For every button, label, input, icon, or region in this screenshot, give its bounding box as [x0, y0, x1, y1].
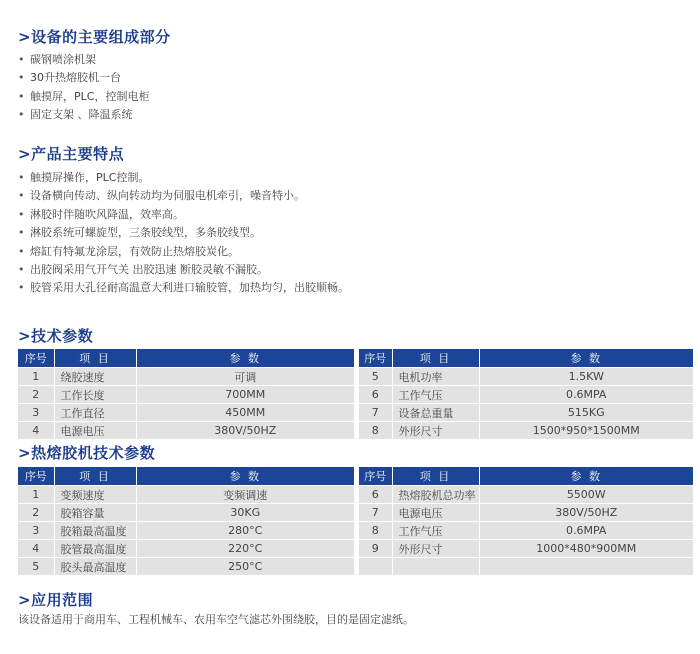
- cell-item: 外形尺寸: [392, 422, 479, 440]
- cell-param: 变频调速: [136, 486, 354, 504]
- list-item: [18, 243, 349, 261]
- cell-param: 220°C: [136, 540, 354, 558]
- hotmelt-table-right: [359, 467, 693, 575]
- cell-item: 电源电压: [392, 504, 479, 522]
- cell-param: 1500*950*1500MM: [479, 422, 693, 440]
- table-row: [359, 368, 693, 386]
- cell-seq: 8: [359, 422, 392, 440]
- cell-seq: 7: [359, 404, 392, 422]
- cell-item: 电机功率: [392, 368, 479, 386]
- cell-seq: 1: [18, 368, 54, 386]
- table-row: [359, 558, 693, 576]
- list-item-text: 碳钢喷涂机架: [30, 53, 96, 66]
- cell-param: 30KG: [136, 504, 354, 522]
- list-item-text: 设备横向传动、纵向转动均为伺服电机牵引，噪音特小。: [30, 189, 305, 203]
- header-param: 参 数: [136, 467, 354, 486]
- cell-seq: 1: [18, 486, 54, 504]
- cell-item: 胶箱最高温度: [54, 522, 136, 540]
- list-item-text: 30升热熔胶机一台: [30, 71, 121, 85]
- table-row: [18, 404, 354, 422]
- tech-heading: >技术参数: [18, 327, 94, 345]
- list-item: [18, 224, 349, 242]
- bullet-icon: •: [18, 281, 25, 295]
- header-item: 项 目: [54, 349, 136, 368]
- cell-seq: 4: [18, 540, 54, 558]
- cell-param: 0.6MPA: [479, 522, 693, 540]
- bullet-icon: •: [18, 53, 25, 66]
- hotmelt-table-left: [18, 467, 354, 575]
- cell-param: 380V/50HZ: [136, 422, 354, 440]
- table-row: [18, 522, 354, 540]
- cell-item: 胶箱容量: [54, 504, 136, 522]
- bullet-icon: •: [18, 71, 25, 85]
- list-item: [18, 169, 349, 187]
- list-item-text: 胶管采用大孔径耐高温意大利进口输胶管，加热均匀，出胶顺畅。: [30, 281, 349, 295]
- cell-seq: 3: [18, 522, 54, 540]
- table-row: [18, 486, 354, 504]
- bullet-icon: •: [18, 262, 25, 276]
- cell-item: 工作长度: [54, 386, 136, 404]
- header-param: 参 数: [136, 349, 354, 368]
- table-row: [359, 404, 693, 422]
- cell-param: 0.6MPA: [479, 386, 693, 404]
- table-row: [18, 558, 354, 576]
- table-row: [18, 504, 354, 522]
- header-seq: 序号: [359, 349, 392, 368]
- list-item: [18, 187, 349, 205]
- table-row: [359, 540, 693, 558]
- cell-item: 设备总重量: [392, 404, 479, 422]
- cell-seq: 6: [359, 486, 392, 504]
- cell-param: 280°C: [136, 522, 354, 540]
- cell-item: 胶管最高温度: [54, 540, 136, 558]
- cell-seq: 9: [359, 540, 392, 558]
- tech-table-left: [18, 349, 354, 439]
- cell-seq: 2: [18, 504, 54, 522]
- table-row: [359, 522, 693, 540]
- bullet-icon: •: [18, 89, 25, 103]
- components-list: [18, 51, 149, 125]
- hotmelt-heading: >热熔胶机技术参数: [18, 444, 156, 462]
- table-row: [18, 368, 354, 386]
- cell-param: 250°C: [136, 558, 354, 576]
- table-row: [359, 386, 693, 404]
- application-text: 该设备适用于商用车、工程机械车、农用车空气滤芯外围绕胶，目的是固定滤纸。: [18, 613, 414, 626]
- cell-param: 可调: [136, 368, 354, 386]
- list-item: [18, 206, 349, 224]
- cell-param: 1.5KW: [479, 368, 693, 386]
- list-item: [18, 51, 149, 69]
- table-row: [18, 540, 354, 558]
- cell-seq: 5: [359, 368, 392, 386]
- list-item: [18, 88, 149, 106]
- header-seq: 序号: [18, 349, 54, 368]
- list-item-text: 触摸屏操作，PLC控制。: [30, 171, 150, 184]
- features-heading: >产品主要特点: [18, 145, 125, 163]
- header-seq: 序号: [359, 467, 392, 486]
- cell-seq: 5: [18, 558, 54, 576]
- cell-param: 1000*480*900MM: [479, 540, 693, 558]
- header-item: 项 目: [392, 349, 479, 368]
- cell-item: 工作气压: [392, 522, 479, 540]
- bullet-icon: •: [18, 171, 25, 184]
- bullet-icon: •: [18, 108, 25, 122]
- header-item: 项 目: [392, 467, 479, 486]
- tech-table-right: [359, 349, 693, 439]
- bullet-icon: •: [18, 244, 25, 258]
- list-item: [18, 69, 149, 87]
- list-item: [18, 261, 349, 279]
- cell-seq: 6: [359, 386, 392, 404]
- list-item: [18, 279, 349, 297]
- cell-seq: 8: [359, 522, 392, 540]
- features-list: [18, 169, 349, 298]
- table-row: [359, 422, 693, 440]
- cell-param: 700MM: [136, 386, 354, 404]
- cell-seq: 4: [18, 422, 54, 440]
- list-item-text: 触摸屏，PLC，控制电柜: [30, 89, 150, 103]
- table-row: [359, 504, 693, 522]
- table-row: [18, 386, 354, 404]
- header-seq: 序号: [18, 467, 54, 486]
- cell-seq: [359, 558, 392, 576]
- list-item-text: 淋胶系统可螺旋型，三条胶线型，多条胶线型。: [30, 226, 261, 240]
- list-item-text: 出胶阀采用气开气关 出胶迅速 断胶灵敏不漏胶。: [30, 262, 268, 276]
- table-row: [18, 422, 354, 440]
- header-param: 参 数: [479, 349, 693, 368]
- list-item: [18, 106, 149, 124]
- cell-seq: 7: [359, 504, 392, 522]
- cell-seq: 3: [18, 404, 54, 422]
- list-item-text: 淋胶时伴随吹风降温，效率高。: [30, 207, 184, 221]
- list-item-text: 熔缸有特氟龙涂层，有效防止热熔胶炭化。: [30, 244, 239, 258]
- cell-param: 5500W: [479, 486, 693, 504]
- cell-param: [479, 558, 693, 576]
- cell-item: 热熔胶机总功率: [392, 486, 479, 504]
- cell-item: 变频速度: [54, 486, 136, 504]
- cell-item: 工作气压: [392, 386, 479, 404]
- application-heading: >应用范围: [18, 591, 94, 609]
- header-item: 项 目: [54, 467, 136, 486]
- cell-item: 工作直径: [54, 404, 136, 422]
- bullet-icon: •: [18, 226, 25, 240]
- cell-item: 电源电压: [54, 422, 136, 440]
- cell-seq: 2: [18, 386, 54, 404]
- cell-item: 胶头最高温度: [54, 558, 136, 576]
- bullet-icon: •: [18, 207, 25, 221]
- components-heading: >设备的主要组成部分: [18, 28, 171, 46]
- table-row: [359, 486, 693, 504]
- bullet-icon: •: [18, 189, 25, 203]
- header-param: 参 数: [479, 467, 693, 486]
- list-item-text: 固定支架 、降温系统: [30, 108, 133, 122]
- cell-item: 外形尺寸: [392, 540, 479, 558]
- cell-item: 绕胶速度: [54, 368, 136, 386]
- cell-item: [392, 558, 479, 576]
- cell-param: 450MM: [136, 404, 354, 422]
- cell-param: 380V/50HZ: [479, 504, 693, 522]
- cell-param: 515KG: [479, 404, 693, 422]
